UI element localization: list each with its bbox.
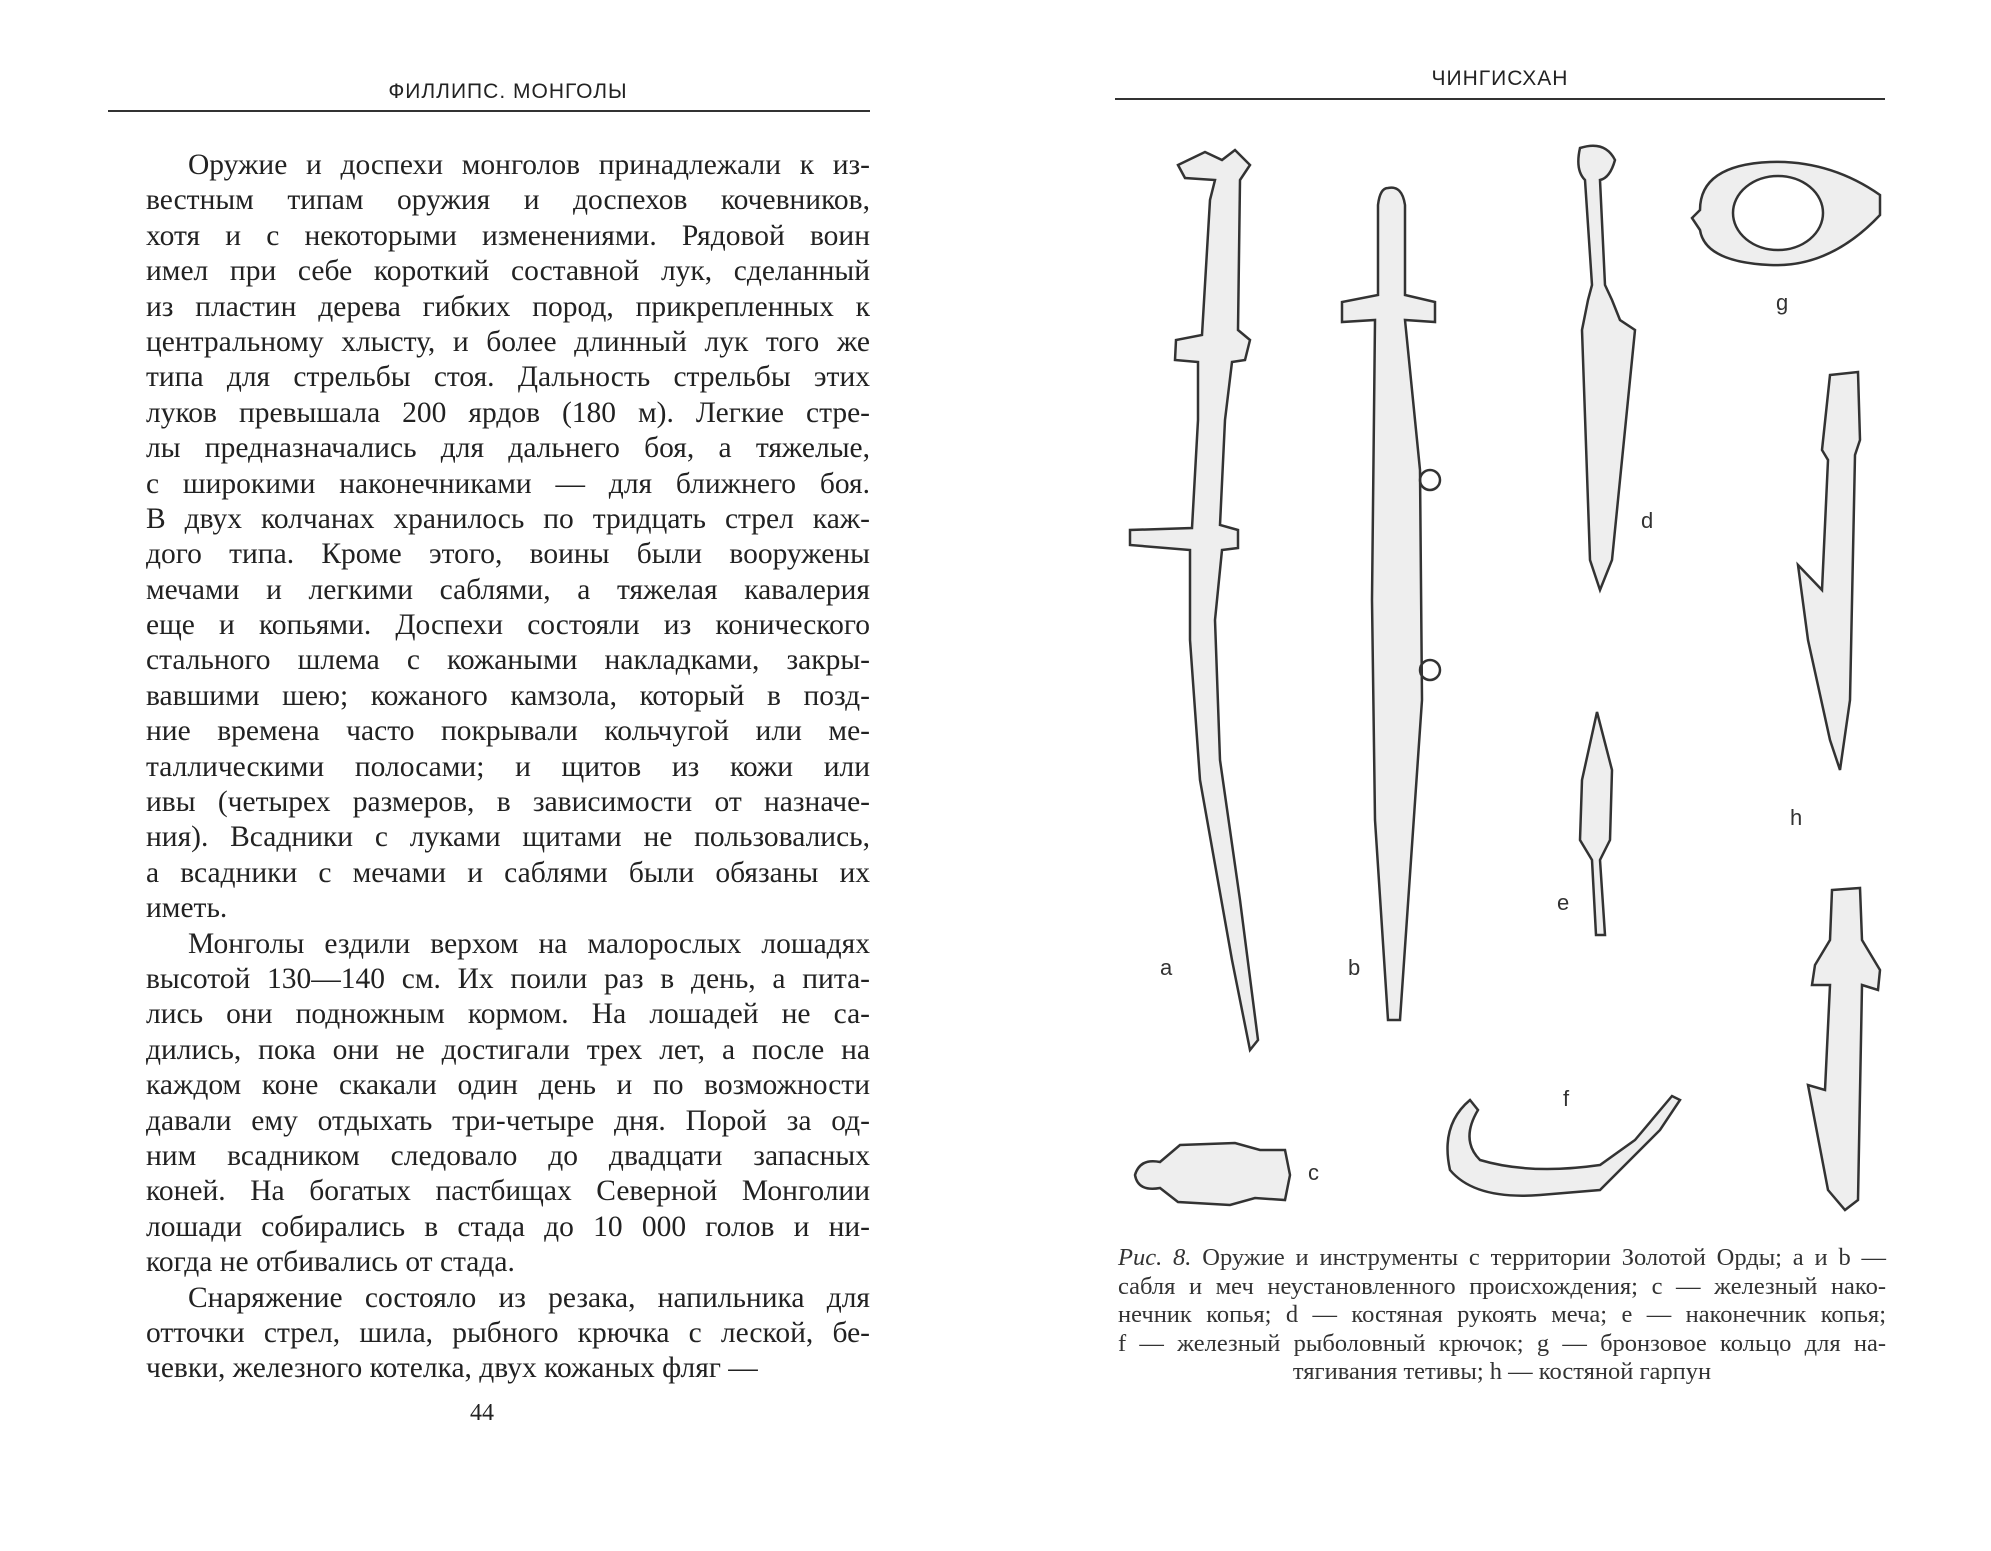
harpoon-h-top-drawing	[1798, 372, 1860, 770]
figure-label-f: f	[1563, 1086, 1570, 1111]
text-line: ния). Всадники с луками щитами не пользовались,	[146, 821, 870, 854]
caption-figure-number: Рис. 8.	[1118, 1244, 1192, 1271]
sword-b-drawing	[1342, 188, 1435, 1020]
text-line: ивы (четырех размеров, в зависимости от назначе-	[146, 786, 870, 819]
text-line: стального шлема с кожаными накладками, закры-	[146, 644, 870, 677]
text-line: иметь.	[146, 892, 228, 925]
header-rule-right	[1115, 98, 1885, 100]
figure-weapons	[1100, 120, 1900, 1230]
text-line: луков превышала 200 ярдов (180 м). Легкие стре-	[146, 396, 870, 429]
text-line: имел при себе короткий составной лук, сделанный	[146, 255, 870, 288]
text-line: чевки, железного котелка, двух кожаных фляг —	[146, 1352, 758, 1385]
caption-line: сабля и меч неустановленного происхождения; c — железный нако-	[1118, 1272, 1886, 1300]
text-line: вестным типам оружия и доспехов кочевников,	[146, 184, 870, 217]
body-text	[146, 148, 870, 1387]
spear-tip-c-drawing	[1135, 1143, 1290, 1205]
spearhead-e-drawing	[1580, 712, 1612, 935]
text-line: коней. На богатых пастбищах Северной Монголии	[146, 1175, 870, 1208]
figure-label-a: a	[1160, 955, 1173, 980]
figure-caption	[1118, 1244, 1886, 1387]
text-line: дого типа. Кроме этого, воины были вооружены	[146, 538, 870, 571]
text-line: с широкими наконечниками — для ближнего боя.	[146, 467, 870, 500]
text-line: отточки стрел, шила, рыбного крючка с леской, бе-	[146, 1316, 870, 1349]
text-line: из пластин дерева гибких пород, прикрепленных к	[146, 290, 870, 323]
text-line: Оружие и доспехи монголов принадлежали к из-	[188, 149, 870, 181]
text-line: ние времена часто покрывали кольчугой или ме-	[146, 715, 870, 748]
text-line: лошади собирались в стада до 10 000 голов и ни-	[146, 1210, 870, 1243]
text-line: дились, пока они не достигали трех лет, а после на	[146, 1033, 870, 1066]
text-line: В двух колчанах хранилось по тридцать стрел каж-	[146, 502, 870, 535]
page-number: 44	[470, 1400, 494, 1426]
figure-label-e: e	[1557, 890, 1570, 915]
header-rule-left	[108, 110, 870, 112]
text-line: Монголы ездили верхом на малорослых лошадях	[188, 927, 870, 960]
text-line: лись они подножным кормом. На лошадей не са-	[146, 998, 870, 1031]
harpoon-h-bottom-drawing	[1808, 888, 1880, 1210]
caption-line	[1118, 1244, 1886, 1273]
caption-line: тягивания тетивы; h — костяной гарпун	[1292, 1358, 1712, 1385]
text-line: типа для стрельбы стоя. Дальность стрельбы этих	[146, 361, 870, 394]
text-line: каждом коне скакали один день и по возможности	[146, 1069, 870, 1102]
text-line: ним всадником следовало до двадцати запасных	[146, 1139, 870, 1172]
running-head-right: ЧИНГИСХАН	[1431, 67, 1569, 90]
text-line: еще и копьями. Доспехи состояли из конического	[146, 609, 870, 642]
figure-label-b: b	[1348, 955, 1361, 980]
figure-label-d: d	[1641, 508, 1654, 533]
text-line: таллическими полосами; и щитов из кожи или	[146, 750, 870, 783]
text-line: лы предназначались для дальнего боя, а тяжелые,	[146, 432, 870, 465]
text-line: когда не отбивались от стада.	[146, 1246, 515, 1279]
figure-label-g: g	[1776, 290, 1789, 315]
text-line: а всадники с мечами и саблями были обязаны их	[146, 856, 870, 889]
saber-a-drawing	[1130, 150, 1258, 1050]
bone-hilt-d-drawing	[1578, 146, 1635, 590]
text-line: центральному хлысту, и более длинный лук того же	[146, 325, 870, 358]
text-line: высотой 130—140 см. Их поили раз в день, а пита-	[146, 962, 870, 995]
text-line: хотя и с некоторыми изменениями. Рядовой воин	[146, 219, 870, 252]
caption-line: f — железный рыболовный крючок; g — бронзовое кольцо для на-	[1118, 1329, 1886, 1357]
text-line: Снаряжение состояло из резака, напильника для	[188, 1281, 870, 1314]
text-line: мечами и легкими саблями, а тяжелая кавалерия	[146, 573, 870, 606]
caption-line: нечник копья; d — костяная рукоять меча; e — наконечник копья;	[1118, 1301, 1886, 1328]
figure-label-h: h	[1790, 805, 1803, 830]
running-head-left: ФИЛЛИПС. МОНГОЛЫ	[388, 80, 628, 103]
figure-label-c: c	[1308, 1160, 1319, 1185]
text-line: вавшими шею; кожаного камзола, который в позд-	[146, 679, 870, 712]
text-line: давали ему отдыхать три-четыре дня. Порой за од-	[146, 1104, 870, 1137]
caption-text: Оружие и инструменты с территории Золотой Орды; a и b —	[1202, 1244, 1887, 1271]
